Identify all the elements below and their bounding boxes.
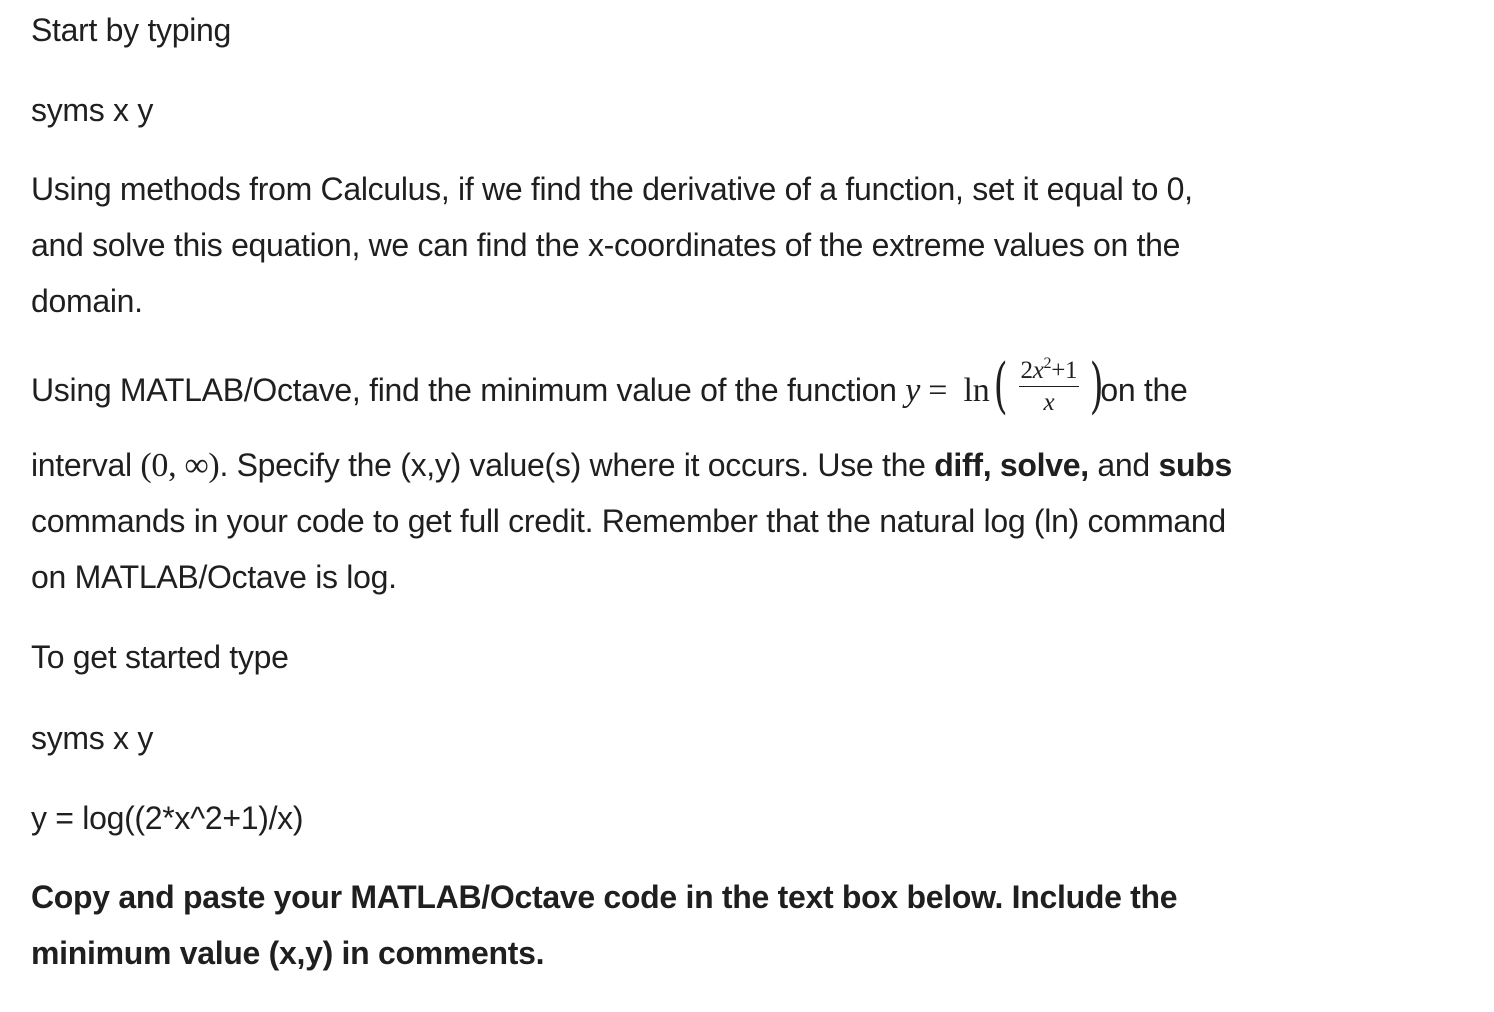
function-formula	[905, 372, 989, 409]
left-paren: (	[994, 350, 1008, 421]
code-line-y-def: y = log((2*x^2+1)/x)	[31, 800, 304, 836]
fraction-numerator: $2x^2+1$	[1019, 356, 1080, 387]
code-line-syms-2: syms x y	[31, 720, 154, 756]
instructions-line-1: Copy and paste your MATLAB/Octave code in the text box below. Include the	[31, 879, 1178, 915]
right-paren: )	[1089, 350, 1104, 421]
task-line-3: commands in your code to get full credit. Remember that the natural log (ln) command	[31, 503, 1226, 539]
bold-subs: subs	[1158, 447, 1233, 483]
task-line-4: on MATLAB/Octave is log.	[31, 559, 397, 595]
explanation-line-2: and solve this equation, we can find the x-coordinates of the extreme values on the	[31, 227, 1181, 263]
task-tail-text: on the	[1100, 372, 1188, 408]
explanation-line-1: Using methods from Calculus, if we find the derivative of a function, set it equal to 0,	[31, 171, 1193, 207]
instructions-line-2: minimum value (x,y) in comments.	[31, 935, 545, 971]
intro-text: Start by typing	[31, 12, 232, 48]
task-lead-text: Using MATLAB/Octave, find the minimum value of the function	[31, 372, 906, 408]
task-line-2: interval (0, ∞). Specify the (x,y) value(s) where it occurs. Use the diff, solve, and subs	[31, 447, 1233, 484]
fraction-group	[989, 350, 1108, 421]
explanation-line-3: domain.	[31, 283, 143, 319]
task-line-1	[31, 350, 1464, 421]
bold-commands: diff, solve,	[934, 447, 1089, 483]
math-ln: ln	[963, 372, 990, 409]
interval-math: (0, ∞)	[140, 447, 220, 484]
math-equals: =	[920, 372, 956, 409]
started-text: To get started type	[31, 639, 289, 675]
code-line-syms-1: syms x y	[31, 92, 154, 128]
math-y: y	[905, 372, 921, 409]
fraction	[1019, 356, 1080, 415]
fraction-denominator: x	[1043, 389, 1055, 417]
